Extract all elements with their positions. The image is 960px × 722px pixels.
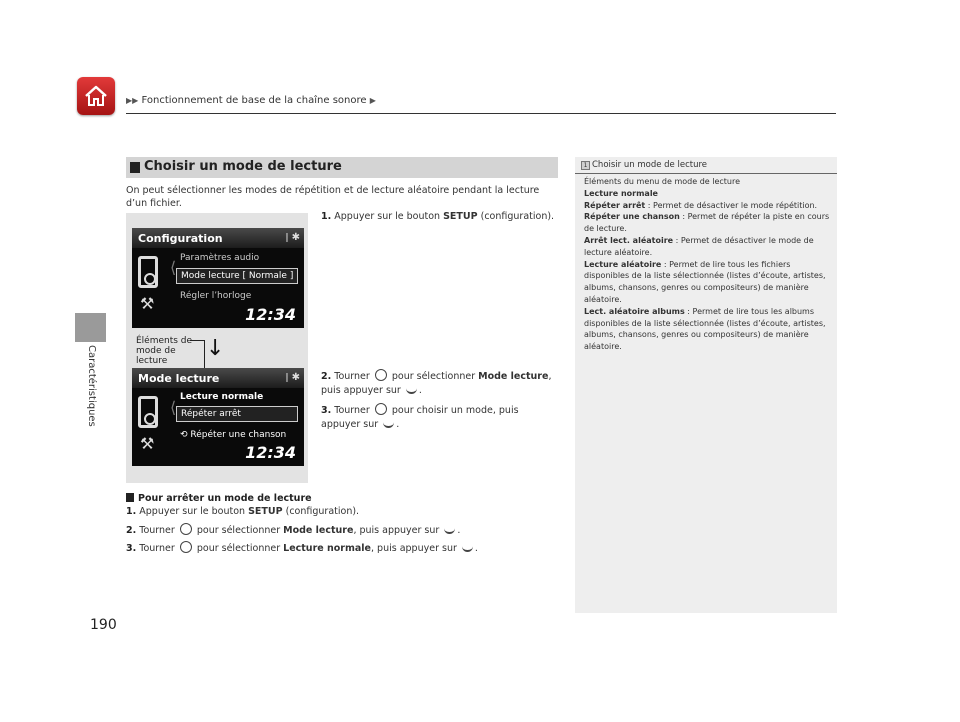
press-icon (444, 524, 455, 534)
menu-item-repeat-song: ⟲ Répéter une chanson (180, 430, 287, 440)
menu-item-repeat-off: Répéter arrêt (176, 406, 298, 422)
dial-icon (180, 523, 192, 535)
sidebar-entry: Répéter une chanson : Permet de répéter la piste en cours de lecture. (584, 212, 830, 234)
press-icon (383, 418, 394, 428)
sidebar-normal: Lecture normale (584, 188, 658, 198)
breadcrumb-arrow-icon: ▶ (369, 96, 376, 105)
section-title: Choisir un mode de lecture (144, 159, 342, 174)
breadcrumb-label: Fonctionnement de base de la chaîne sonore (141, 95, 367, 106)
callout-line (190, 340, 204, 341)
sidebar-entry: Lecture aléatoire : Permet de lire tous les fichiers disponibles de la liste sélectionnée (listes d’écoute, artistes, albums, chansons, genres ou compositeurs) de manière aléatoire. (584, 259, 826, 304)
notes-sidebar (575, 157, 837, 613)
sidebar-entry: Lect. aléatoire albums : Permet de lire tous les albums disponibles de la liste sélectionnée (listes d’écoute, artistes, albums, chansons, genres ou compositeurs) de manière aléatoire. (584, 306, 826, 352)
menu-item-play-mode: Mode lecture [ Normale ] (176, 268, 298, 284)
stop-step-1: 1. Appuyer sur le bouton SETUP (configuration). (126, 506, 360, 517)
dial-icon (375, 403, 387, 415)
section-heading (126, 157, 558, 178)
home-icon (83, 83, 109, 109)
screen-title: Configuration (132, 228, 304, 248)
section-square-icon (130, 162, 140, 173)
callout-label: Éléments de mode de lecture (136, 336, 193, 366)
menu-bracket-icon: ⟨ (170, 258, 177, 277)
home-button[interactable] (77, 77, 115, 115)
down-arrow-icon: ↓ (206, 336, 225, 361)
stop-heading: Pour arrêter un mode de lecture (126, 493, 312, 504)
ipod-icon (138, 256, 158, 288)
menu-item-normal-play: Lecture normale (180, 392, 264, 402)
menu-item-audio-settings: Paramètres audio (180, 253, 260, 263)
subsection-square-icon (126, 493, 134, 502)
header-divider (126, 113, 836, 114)
chapter-tab[interactable] (75, 313, 106, 342)
stop-step-2: 2. Tourner pour sélectionner Mode lecture, puis appuyer sur . (126, 525, 461, 536)
configuration-screen (132, 228, 304, 328)
screen-clock: 12:34 (245, 443, 296, 462)
step-3: 3. Tourner pour choisir un mode, puis appuyer sur . (321, 405, 519, 430)
sidebar-lead: Éléments du menu de mode de lecture (584, 177, 741, 186)
screen-clock: 12:34 (245, 305, 296, 324)
wrench-icon: ⚒ (140, 434, 155, 453)
page-number: 190 (90, 617, 117, 633)
step-2: 2. Tourner pour sélectionner Mode lecture, puis appuyer sur . (321, 371, 552, 396)
ipod-icon (138, 396, 158, 428)
dial-icon (375, 369, 387, 381)
breadcrumb-arrow-icon: ▶▶ (126, 96, 139, 105)
repeat-icon: ⟲ (180, 430, 191, 440)
step-1: 1. Appuyer sur le bouton SETUP (configuration). (321, 211, 555, 222)
chapter-label: Caractéristiques (86, 345, 97, 427)
dial-icon (180, 541, 192, 553)
sidebar-heading[interactable]: 1 Choisir un mode de lecture (575, 157, 837, 174)
sidebar-entry: Répéter arrêt : Permet de désactiver le mode répétition. (584, 200, 818, 210)
breadcrumb[interactable] (126, 95, 376, 106)
screen-title: Mode lecture (132, 368, 304, 388)
press-icon (462, 542, 473, 552)
play-mode-screen (132, 368, 304, 466)
press-icon (406, 384, 417, 394)
sidebar-entry: Arrêt lect. aléatoire : Permet de désactiver le mode de lecture aléatoire. (584, 235, 814, 257)
sidebar-body (584, 176, 830, 353)
menu-item-clock: Régler l’horloge (180, 291, 252, 301)
bluetooth-icon: ǀ ✱ (285, 372, 300, 383)
stop-step-3: 3. Tourner pour sélectionner Lecture normale, puis appuyer sur . (126, 543, 478, 554)
section-intro: On peut sélectionner les modes de répétition et de lecture aléatoire pendant la lecture d’un fichier. (126, 185, 540, 209)
reference-badge-icon: 1 (581, 161, 590, 170)
bluetooth-icon: ǀ ✱ (285, 232, 300, 243)
menu-bracket-icon: ⟨ (170, 398, 177, 417)
wrench-icon: ⚒ (140, 294, 155, 313)
